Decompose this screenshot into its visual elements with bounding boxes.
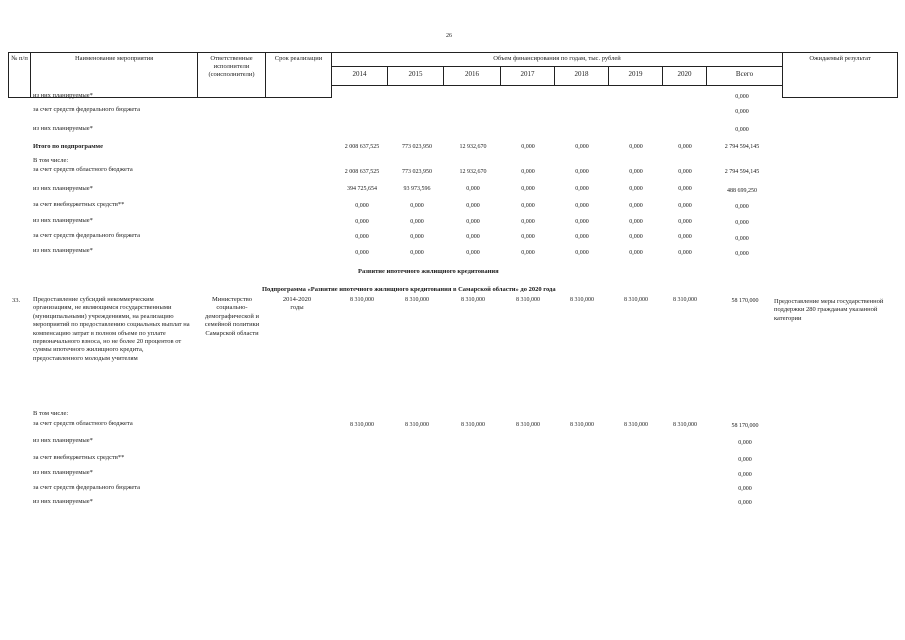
row-2017: 0,000 xyxy=(521,203,535,209)
row-2015: 0,000 xyxy=(410,219,424,225)
header-result: Ожидаемый результат xyxy=(782,52,898,98)
row-2014: 2 008 637,525 xyxy=(344,169,380,175)
row-2017: 0,000 xyxy=(521,234,535,240)
row-2020: 0,000 xyxy=(678,186,692,192)
row-2016: 0,000 xyxy=(466,186,480,192)
year-2016: 2016 xyxy=(443,66,501,86)
row-2014: 0,000 xyxy=(355,250,369,256)
row-2014: 8 310,000 xyxy=(350,422,374,428)
row-total: 488 699,250 xyxy=(727,188,757,194)
item-2017: 8 310,000 xyxy=(516,297,540,303)
row-label: Итого по подпрограмме xyxy=(33,143,103,150)
row-label: В том числе: xyxy=(33,157,69,164)
row-2016: 8 310,000 xyxy=(461,422,485,428)
year-2014: 2014 xyxy=(331,66,388,86)
header-num: № п/п xyxy=(8,52,31,98)
row-2016: 0,000 xyxy=(466,219,480,225)
row-2016: 0,000 xyxy=(466,250,480,256)
year-2018: 2018 xyxy=(554,66,609,86)
row-2018: 0,000 xyxy=(575,203,589,209)
row-2017: 8 310,000 xyxy=(516,422,540,428)
row-total: 58 170,000 xyxy=(731,423,759,429)
item-term: 2014-2020 годы xyxy=(282,296,312,312)
row-2015: 93 973,596 xyxy=(403,186,431,192)
row-2015: 0,000 xyxy=(410,234,424,240)
section-title: Развитие ипотечного жилищного кредитования xyxy=(358,268,499,275)
row-2020: 0,000 xyxy=(678,234,692,240)
row-2017: 0,000 xyxy=(521,144,535,150)
row-2017: 0,000 xyxy=(521,219,535,225)
header-finance: Объем финансирования по годам, тыс. рублей xyxy=(331,52,783,67)
item-name: Предоставление субсидий некоммерческим организациям, не являющимся государственными (муниципальными) учреждениями, на реализацию мероприятий по предоставлению социальных выплат на компенсацию затрат в полном объеме по уплате первоначального взноса, но не более 20 процентов от суммы ипотечного жилищного кредита, предоставленного молодым учителям xyxy=(33,296,190,362)
row-2018: 0,000 xyxy=(575,219,589,225)
year-total: Всего xyxy=(706,66,783,86)
row-2019: 0,000 xyxy=(629,169,643,175)
row-2019: 0,000 xyxy=(629,219,643,225)
item-number: 33. xyxy=(12,297,21,304)
item-2015: 8 310,000 xyxy=(405,297,429,303)
row-label: за счет средств федерального бюджета xyxy=(33,484,141,491)
row-2016: 12 932,670 xyxy=(459,169,487,175)
row-label: из них планируемые* xyxy=(33,437,93,444)
row-2018: 0,000 xyxy=(575,234,589,240)
item-2018: 8 310,000 xyxy=(570,297,594,303)
row-total: 2 794 594,145 xyxy=(724,144,760,150)
year-2020: 2020 xyxy=(662,66,707,86)
row-label: из них планируемые* xyxy=(33,498,93,505)
subprogram-title: Подпрограмма «Развитие ипотечного жилищного кредитования в Самарской области» до 2020 года xyxy=(262,286,556,293)
item-2014: 8 310,000 xyxy=(350,297,374,303)
row-2014: 2 008 637,525 xyxy=(344,144,380,150)
item-responsible: Министерство социально-демографической и семейной политики Самарской области xyxy=(204,296,260,337)
row-label: из них планируемые* xyxy=(33,125,93,132)
row-2015: 8 310,000 xyxy=(405,422,429,428)
row-2018: 0,000 xyxy=(575,169,589,175)
row-total: 0,000 xyxy=(738,500,752,506)
row-2017: 0,000 xyxy=(521,169,535,175)
row-2018: 0,000 xyxy=(575,144,589,150)
row-total: 0,000 xyxy=(735,236,749,242)
row-label: за счет средств федерального бюджета xyxy=(33,232,141,239)
item-2016: 8 310,000 xyxy=(461,297,485,303)
item-2019: 8 310,000 xyxy=(624,297,648,303)
year-2019: 2019 xyxy=(608,66,663,86)
row-label: за счет средств федерального бюджета xyxy=(33,106,141,113)
year-2015: 2015 xyxy=(387,66,444,86)
row-2017: 0,000 xyxy=(521,186,535,192)
row-label: за счет внебюджетных средств** xyxy=(33,454,125,461)
row-2018: 0,000 xyxy=(575,250,589,256)
row-2017: 0,000 xyxy=(521,250,535,256)
row-2014: 394 725,654 xyxy=(347,186,377,192)
row-total: 0,000 xyxy=(735,127,749,133)
row-2015: 773 023,950 xyxy=(402,144,432,150)
row-label: из них планируемые* xyxy=(33,247,93,254)
item-total: 58 170,000 xyxy=(731,298,759,304)
row-total: 0,000 xyxy=(738,486,752,492)
year-2017: 2017 xyxy=(500,66,555,86)
row-total: 0,000 xyxy=(738,472,752,478)
item-2020: 8 310,000 xyxy=(673,297,697,303)
row-label: из них планируемые* xyxy=(33,185,93,192)
row-2020: 0,000 xyxy=(678,169,692,175)
row-2015: 773 023,950 xyxy=(402,169,432,175)
row-2020: 0,000 xyxy=(678,203,692,209)
row-total: 0,000 xyxy=(735,109,749,115)
row-2015: 0,000 xyxy=(410,203,424,209)
row-2014: 0,000 xyxy=(355,203,369,209)
page-number: 26 xyxy=(446,33,452,39)
row-2018: 0,000 xyxy=(575,186,589,192)
row-label: из них планируемые* xyxy=(33,217,93,224)
row-2018: 8 310,000 xyxy=(570,422,594,428)
row-2014: 0,000 xyxy=(355,234,369,240)
row-2019: 0,000 xyxy=(629,144,643,150)
header-responsible: Ответственные исполнители (соисполнители) xyxy=(197,52,266,98)
row-label: за счет внебюджетных средств** xyxy=(33,201,125,208)
row-2020: 0,000 xyxy=(678,144,692,150)
row-2019: 0,000 xyxy=(629,250,643,256)
header-term: Срок реализации xyxy=(265,52,332,98)
row-label: из них планируемые* xyxy=(33,92,93,99)
row-2019: 0,000 xyxy=(629,186,643,192)
row-2014: 0,000 xyxy=(355,219,369,225)
row-2020: 0,000 xyxy=(678,250,692,256)
row-2020: 8 310,000 xyxy=(673,422,697,428)
row-total: 0,000 xyxy=(735,251,749,257)
row-total: 0,000 xyxy=(738,457,752,463)
row-label: из них планируемые* xyxy=(33,469,93,476)
row-total: 0,000 xyxy=(735,94,749,100)
row-2019: 0,000 xyxy=(629,203,643,209)
row-2015: 0,000 xyxy=(410,250,424,256)
row-label: за счет средств областного бюджета xyxy=(33,420,133,427)
row-2016: 0,000 xyxy=(466,203,480,209)
row-2020: 0,000 xyxy=(678,219,692,225)
row-total: 2 794 594,145 xyxy=(724,169,760,175)
row-label: В том числе: xyxy=(33,410,69,417)
row-total: 0,000 xyxy=(735,220,749,226)
header-name: Наименование мероприятия xyxy=(30,52,198,98)
row-total: 0,000 xyxy=(738,440,752,446)
row-2016: 12 932,670 xyxy=(459,144,487,150)
row-2019: 8 310,000 xyxy=(624,422,648,428)
row-total: 0,000 xyxy=(735,204,749,210)
row-2016: 0,000 xyxy=(466,234,480,240)
row-label: за счет средств областного бюджета xyxy=(33,166,133,173)
row-2019: 0,000 xyxy=(629,234,643,240)
item-result: Предоставление меры государственной поддержки 280 гражданам указанной категории xyxy=(774,298,884,322)
